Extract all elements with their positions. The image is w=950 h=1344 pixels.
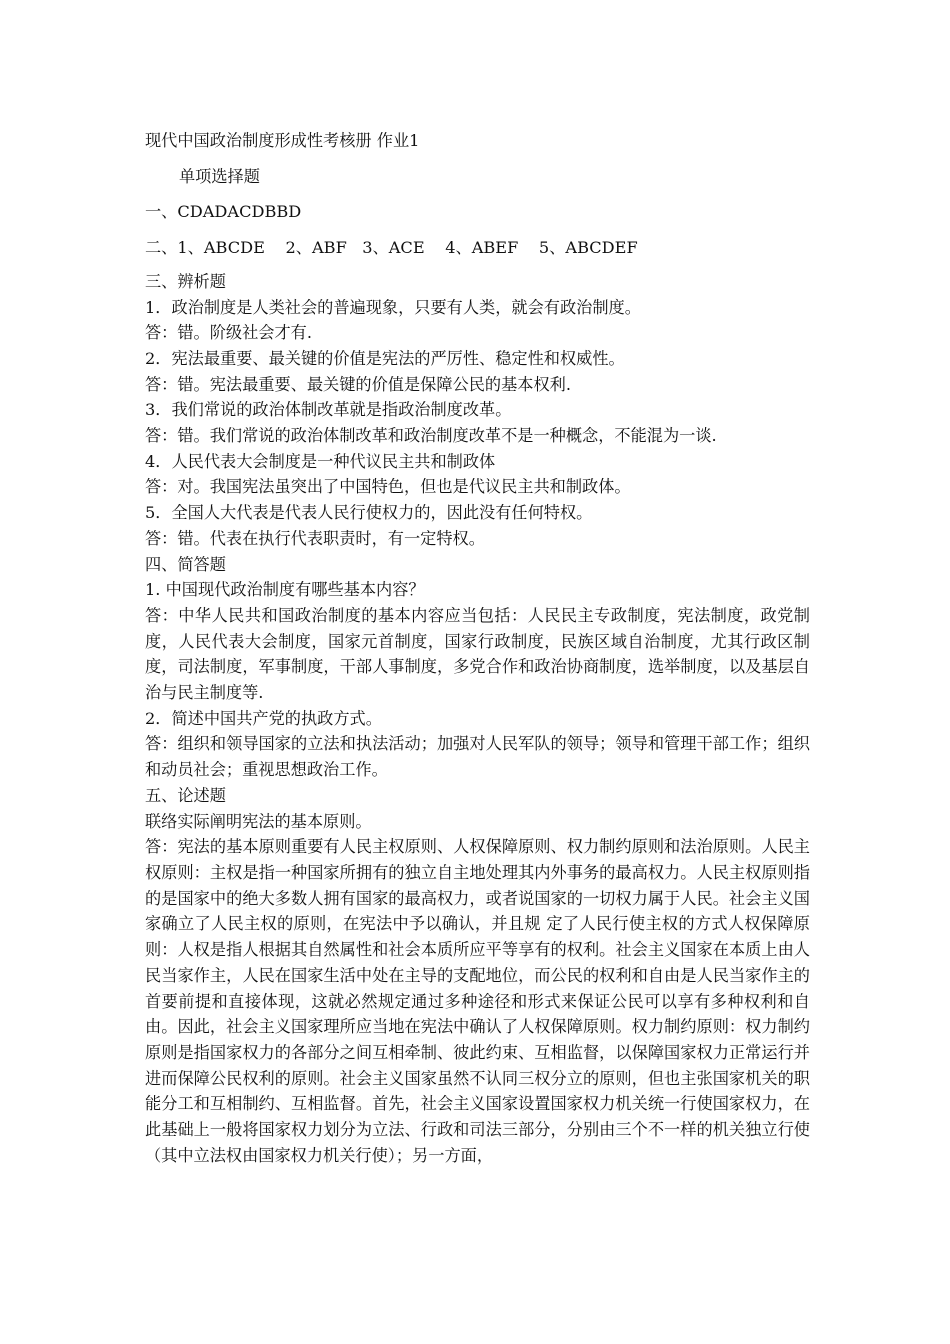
analysis-answer-4: 答：对。我国宪法虽突出了中国特色，但也是代议民主共和制政体。: [145, 477, 631, 497]
section-analysis-heading: 三、辨析题: [145, 271, 226, 291]
analysis-question-1: 1．政治制度是人类社会的普遍现象，只要有人类，就会有政治制度。: [145, 297, 641, 317]
short-question-2: 2．简述中国共产党的执政方式。: [145, 708, 382, 728]
analysis-question-5: 5．全国人大代表是代表人民行使权力的，因此没有任何特权。: [145, 503, 593, 523]
analysis-question-3: 3．我们常说的政治体制改革就是指政治制度改革。: [145, 400, 512, 420]
multiple-choice-answers: 二、1、ABCDE 2、ABF 3、ACE 4、ABEF 5、ABCDEF: [145, 238, 638, 258]
analysis-answer-3: 答：错。我们常说的政治体制改革和政治制度改革不是一种概念，不能混为一谈.: [145, 426, 717, 446]
short-answer-2: 答：组织和领导国家的立法和执法活动；加强对人民军队的领导；领导和管理干部工作；组织和动员社会；重视思想政治工作。: [145, 734, 810, 780]
analysis-answer-5: 答：错。代表在执行代表职责时，有一定特权。: [145, 528, 485, 548]
single-choice-answers: 一、CDADACDBBD: [145, 202, 302, 222]
section-essay-heading: 五、论述题: [145, 785, 226, 805]
analysis-question-4: 4．人民代表大会制度是一种代议民主共和制政体: [145, 451, 496, 471]
essay-question: 联络实际阐明宪法的基本原则。: [145, 811, 372, 831]
short-answer-1: 答：中华人民共和国政治制度的基本内容应当包括：人民民主专政制度，宪法制度，政党制度，人民代表大会制度，国家元首制度，国家行政制度，民族区域自治制度，尤其行政区制度，司法制度，军事制度，干部人事制度，多党合作和政治协商制度，选举制度，以及基层自治与民主制度等.: [145, 605, 810, 703]
section-short-answer-heading: 四、简答题: [145, 554, 226, 574]
essay-answer: 答：宪法的基本原则重要有人民主权原则、人权保障原则、权力制约原则和法治原则。人民主权原则：主权是指一种国家所拥有的独立自主地处理其内外事务的最高权力。人民主权原则指的是国家中的绝大多数人拥有国家的最高权力，或者说国家的一切权力属于人民。社会主义国家确立了人民主权的原则，在宪法中予以确认，并且规 定了人民行使主权的方式人权保障原则：人权是指人根据其自然属性和社会本质所应平等享有的权利。社会主义国家在本质上由人民当家作主，人民在国家生活中处在主导的支配地位，而公民的权利和自由是人民当家作主的首要前提和直接体现，这就必然规定通过多种途径和形式来保证公民可以享有多种权利和自由。因此，社会主义国家理所应当地在宪法中确认了人权保障原则。权力制约原则：权力制约原则是指国家权力的各部分之间互相牵制、彼此约束、互相监督，以保障国家权力正常运行并进而保障公民权利的原则。社会主义国家虽然不认同三权分立的原则，但也主张国家机关的职能分工和互相制约、互相监督。首先，社会主义国家设置国家权力机关统一行使国家权力，在此基础上一般将国家权力划分为立法、行政和司法三部分，分别由三个不一样的机关独立行使（其中立法权由国家权力机关行使）；另一方面，: [145, 837, 810, 1165]
document-body: [145, 128, 810, 1168]
analysis-answer-2: 答：错。宪法最重要、最关键的价值是保障公民的基本权利.: [145, 374, 572, 394]
analysis-answer-1: 答：错。阶级社会才有.: [145, 323, 313, 343]
document-title: 现代中国政治制度形成性考核册 作业1: [145, 131, 420, 150]
short-question-1: 1. 中国现代政治制度有哪些基本内容？: [145, 580, 425, 600]
analysis-question-2: 2．宪法最重要、最关键的价值是宪法的严厉性、稳定性和权威性。: [145, 348, 625, 368]
section-single-choice-heading: 单项选择题: [179, 166, 260, 186]
